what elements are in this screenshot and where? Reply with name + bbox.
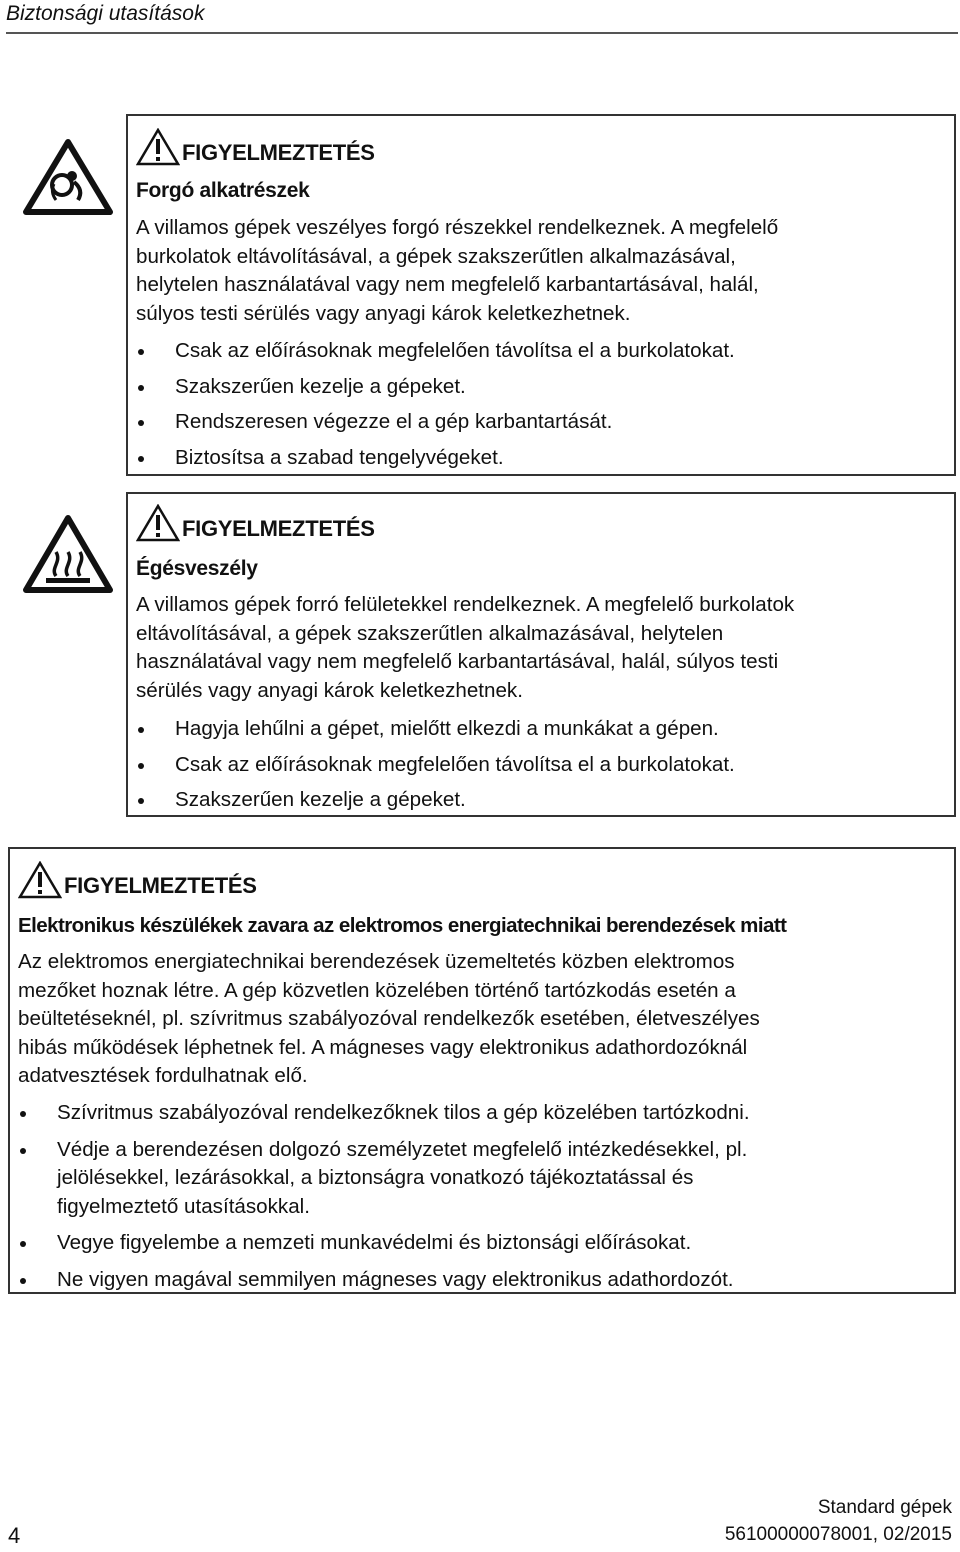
- bullet-text: Hagyja lehűlni a gépet, mielőtt elkezdi a munkákat a gépen.: [175, 717, 719, 740]
- warning-subtitle: Forgó alkatrészek: [136, 179, 310, 202]
- paragraph-line: A villamos gépek forró felületekkel rendelkeznek. A megfelelő burkolatok: [136, 593, 795, 616]
- bullet-dot: [138, 763, 144, 769]
- warning-label: FIGYELMEZTETÉS: [182, 140, 375, 165]
- bullet-dot: [138, 420, 144, 426]
- paragraph-line: eltávolításával, a gépek szakszerűtlen alkalmazásával, helytelen: [136, 621, 724, 645]
- footer-info: [725, 1494, 952, 1548]
- warning-heading: [136, 504, 375, 542]
- bullet-text: Szakszerűen kezelje a gépeket.: [175, 788, 466, 811]
- warning-triangle-icon: [136, 504, 180, 542]
- paragraph-line: A villamos gépek veszélyes forgó részekkel rendelkeznek. A megfelelő: [136, 216, 779, 239]
- warning-triangle-icon: [18, 861, 62, 899]
- warning-triangle-icon: [136, 128, 180, 166]
- bullet-item: [175, 751, 735, 780]
- paragraph-line: súlyos testi sérülés vagy anyagi károk keletkezhetnek.: [136, 301, 631, 325]
- bullet-text: Vegye figyelembe a nemzeti munkavédelmi és biztonsági előírásokat.: [57, 1231, 692, 1254]
- warning-subtitle: Elektronikus készülékek zavara az elektromos energiatechnikai berendezések miatt: [18, 914, 787, 937]
- bullet-text-line: jelölésekkel, lezárásokkal, a biztonságra vonatkozó tájékoztatással és: [57, 1166, 694, 1189]
- bullet-text-line: Védje a berendezésen dolgozó személyzetet megfelelő intézkedésekkel, pl.: [57, 1137, 748, 1161]
- footer-doc-id: 56100000078001, 02/2015: [724, 1524, 952, 1545]
- paragraph-line: beültetéseknél, pl. szívritmus szabályozóval rendelkezők esetében, életveszélyes: [18, 1007, 760, 1030]
- warning-paragraph: [136, 214, 778, 328]
- bullet-item: [175, 715, 735, 744]
- bullet-text-line: figyelmeztető utasításokkal.: [57, 1194, 310, 1218]
- bullet-dot: [138, 349, 144, 355]
- warning-subtitle: Égésveszély: [136, 557, 258, 580]
- paragraph-line: sérülés vagy anyagi károk keletkezhetnek.: [136, 678, 523, 702]
- warning-paragraph: [136, 591, 794, 705]
- warning-heading: [18, 861, 257, 899]
- warning-bullet-list: [175, 715, 735, 815]
- warning-heading: [136, 128, 375, 166]
- bullet-item: [175, 373, 735, 402]
- warning-bullet-list: [175, 337, 735, 472]
- bullet-text: Csak az előírásoknak megfelelően távolítsa el a burkolatokat.: [175, 752, 735, 776]
- bullet-text: Rendszeresen végezze el a gép karbantartását.: [175, 410, 613, 433]
- bullet-item: [175, 337, 735, 366]
- bullet-item: [57, 1099, 750, 1128]
- bullet-text: Szakszerűen kezelje a gépeket.: [175, 374, 466, 398]
- bullet-item: [57, 1266, 750, 1295]
- header-rule: [6, 32, 958, 34]
- bullet-dot: [20, 1241, 26, 1247]
- bullet-dot: [138, 456, 144, 462]
- warning-paragraph: [18, 948, 760, 1091]
- paragraph-line: adatvesztések fordulhatnak elő.: [18, 1064, 308, 1087]
- bullet-dot: [138, 798, 144, 804]
- bullet-text: Biztosítsa a szabad tengelyvégeket.: [175, 445, 504, 469]
- bullet-dot: [20, 1148, 26, 1154]
- bullet-dot: [138, 385, 144, 391]
- paragraph-line: Az elektromos energiatechnikai berendezések üzemeltetés közben elektromos: [18, 950, 735, 973]
- bullet-text: Ne vigyen magával semmilyen mágneses vagy elektronikus adathordozót.: [57, 1267, 734, 1291]
- bullet-item: [175, 408, 735, 437]
- bullet-dot: [20, 1111, 26, 1117]
- bullet-dot: [20, 1278, 26, 1284]
- bullet-item: [57, 1136, 750, 1222]
- paragraph-line: hibás működések léphetnek fel. A mágneses vagy elektronikus adathordozóknál: [18, 1035, 748, 1059]
- page-number: 4: [8, 1523, 21, 1548]
- bullet-item: [57, 1229, 750, 1258]
- paragraph-line: mezőket hoznak létre. A gép közvetlen közelében történő tartózkodás esetén a: [18, 978, 736, 1002]
- warning-label: FIGYELMEZTETÉS: [182, 516, 375, 541]
- bullet-text: Csak az előírásoknak megfelelően távolítsa el a burkolatokat.: [175, 339, 735, 362]
- footer-product: Standard gépek: [817, 1497, 952, 1518]
- bullet-text: Szívritmus szabályozóval rendelkezőknek tilos a gép közelében tartózkodni.: [57, 1101, 750, 1124]
- bullet-item: [175, 786, 735, 815]
- paragraph-line: burkolatok eltávolításával, a gépek szakszerűtlen alkalmazásával,: [136, 244, 736, 268]
- hot-surface-icon: [22, 514, 114, 599]
- bullet-item: [175, 444, 735, 473]
- warning-bullet-list: [57, 1099, 750, 1294]
- paragraph-line: használatával vagy nem megfelelő karbantartásával, halál, súlyos testi: [136, 650, 779, 673]
- warning-label: FIGYELMEZTETÉS: [64, 873, 257, 898]
- paragraph-line: helytelen használatával vagy nem megfelelő karbantartásával, halál,: [136, 273, 759, 296]
- bullet-dot: [138, 727, 144, 733]
- rotating-parts-icon: [22, 138, 114, 221]
- header-title: Biztonsági utasítások: [6, 2, 205, 25]
